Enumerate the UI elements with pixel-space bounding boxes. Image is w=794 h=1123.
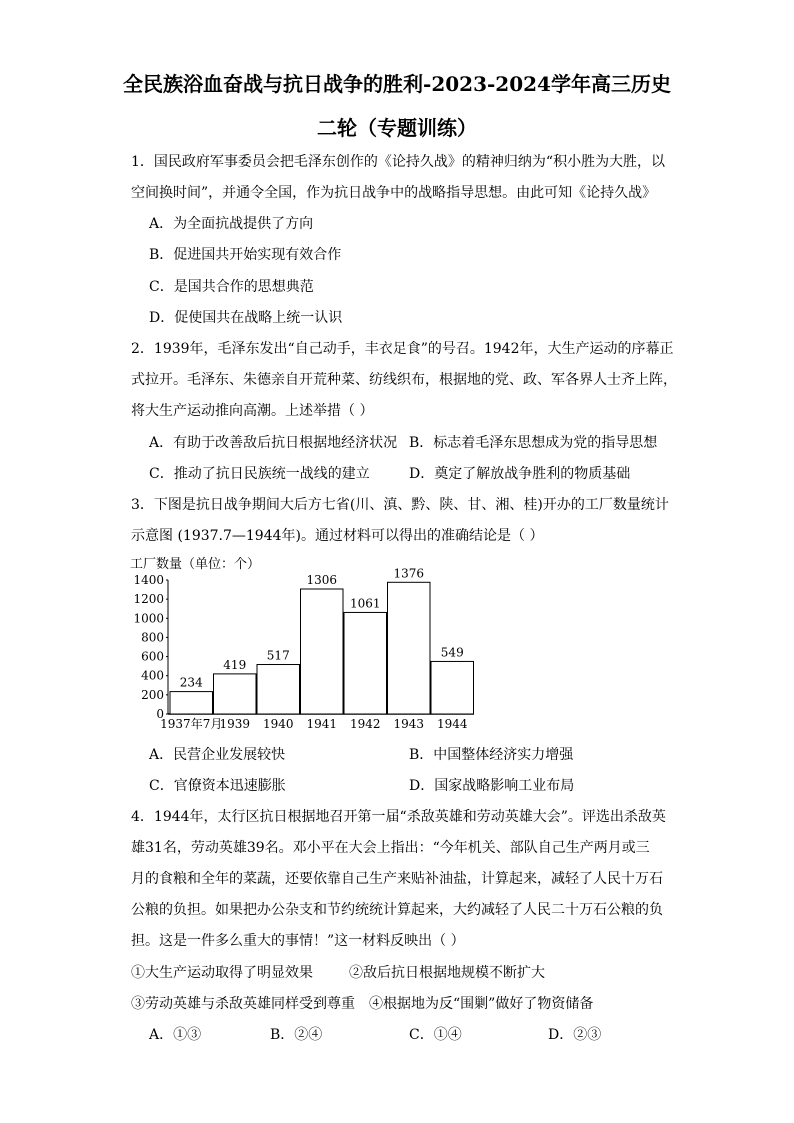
q4-item-2: ②敌后抗日根据地规模不断扩大 [349, 965, 545, 981]
q1-option-d: D．促使国共在战略上统一认识 [149, 310, 343, 326]
q2-option-a: A．有助于改善敌后抗日根据地经济状况 [149, 435, 398, 451]
x-tick-label: 1943 [393, 717, 425, 731]
q2-option-d: D．奠定了解放战争胜利的物质基础 [409, 466, 631, 482]
q2-stem-line-3: 将大生产运动推向高潮。上述举措（ ） [131, 403, 374, 419]
q4-option-c: C．①④ [409, 1027, 462, 1043]
bar-value-label: 1061 [349, 596, 381, 611]
q2-option-b: B．标志着毛泽东思想成为党的指导思想 [409, 435, 658, 451]
x-tick-label: 1937年7月 [160, 717, 223, 731]
q4-stem-line-3: 月的食粮和全年的菜蔬，还要依靠自己生产来贴补油盐，计算起来，减轻了人民十万石 [131, 871, 663, 887]
y-tick-label: 0 [156, 707, 164, 721]
q4-option-a: A．①③ [149, 1027, 202, 1043]
bar-value-label: 419 [223, 657, 247, 672]
q3-option-c: C．官僚资本迅速膨胀 [149, 778, 286, 794]
bar-1943 [388, 582, 431, 714]
q3-option-a: A．民营企业发展较快 [149, 747, 286, 763]
q1-option-b: B．促进国共开始实现有效合作 [149, 247, 342, 263]
bar-1944 [431, 661, 474, 714]
q2-stem-line-1: 2．1939年，毛泽东发出“自己动手，丰衣足食”的号召。1942年，大生产运动的序幕正 [131, 341, 674, 357]
q1-option-a: A．为全面抗战提供了方向 [149, 216, 314, 232]
q3-option-d: D．国家战略影响工业布局 [409, 778, 575, 794]
y-tick-label: 400 [141, 668, 164, 683]
q4-stem-line-5: 担。这是一件多么重大的事情！”这一材料反映出（ ） [131, 933, 465, 949]
x-tick-label: 1939 [219, 717, 251, 731]
q2-option-c: C．推动了抗日民族统一战线的建立 [149, 466, 370, 482]
y-tick-label: 200 [141, 687, 164, 702]
q1-stem-line-1: 1．国民政府军事委员会把毛泽东创作的《论持久战》的精神归纳为“积小胜为大胜，以 [131, 154, 666, 170]
x-tick-label: 1942 [349, 717, 381, 731]
bar-1940 [257, 665, 300, 714]
q4-item-4: ④根据地为反“围剿”做好了物资储备 [369, 996, 594, 1012]
bar-value-label: 1376 [393, 566, 425, 581]
x-tick-label: 1940 [262, 717, 294, 731]
q2-stem-line-2: 式拉开。毛泽东、朱德亲自开荒种菜、纺线织布，根据地的党、政、军各界人士齐上阵， [131, 372, 677, 388]
bar-value-label: 234 [179, 675, 203, 690]
factory-count-chart [128, 552, 488, 736]
bar-value-label: 1306 [306, 572, 338, 587]
y-tick-label: 1000 [133, 611, 164, 626]
bar-value-label: 549 [440, 645, 464, 660]
bar-value-label: 517 [266, 648, 290, 663]
q4-item-1: ①大生产运动取得了明显效果 [131, 965, 313, 981]
page-subtitle: 二轮（专题训练） [317, 116, 477, 140]
bar-1942 [344, 612, 387, 714]
page-title: 全民族浴血奋战与抗日战争的胜利-2023-2024学年高三历史 [123, 72, 671, 96]
q4-stem-line-4: 公粮的负担。如果把办公杂支和节约统统计算起来，大约减轻了人民二十万石公粮的负 [131, 902, 663, 918]
chart-title: 工厂数量（单位：个） [130, 557, 261, 572]
y-tick-label: 1400 [133, 573, 164, 587]
q4-stem-line-2: 雄31名，劳动英雄39名。邓小平在大会上指出：“今年机关、部队自己生产两月或三 [131, 840, 650, 856]
q3-option-b: B．中国整体经济实力增强 [409, 747, 574, 763]
q1-option-c: C．是国共合作的思想典范 [149, 279, 314, 295]
q4-item-3: ③劳动英雄与杀敌英雄同样受到尊重 [131, 996, 355, 1012]
bar-1941 [301, 589, 344, 714]
q3-stem-line-1: 3．下图是抗日战争期间大后方七省(川、滇、黔、陕、甘、湘、桂)开办的工厂数量统计 [131, 497, 669, 513]
x-tick-label: 1944 [436, 717, 468, 731]
q4-option-d: D．②③ [548, 1027, 602, 1043]
bar-1937年7月 [170, 692, 213, 714]
y-tick-label: 1200 [133, 592, 164, 607]
q4-stem-line-1: 4．1944年，太行区抗日根据地召开第一届“杀敌英雄和劳动英雄大会”。评选出杀敌英 [131, 809, 666, 825]
x-tick-label: 1941 [306, 717, 338, 731]
y-tick-label: 800 [141, 630, 164, 645]
q4-option-b: B．②④ [270, 1027, 323, 1043]
bar-chart-svg [128, 552, 488, 732]
q1-stem-line-2: 空间换时间”，并通令全国，作为抗日战争中的战略指导思想。由此可知《论持久战》 [131, 185, 657, 201]
bar-1939 [214, 674, 257, 714]
q3-stem-line-2: 示意图 (1937.7—1944年)。通过材料可以得出的准确结论是（ ） [131, 528, 544, 544]
y-tick-label: 600 [141, 649, 164, 664]
